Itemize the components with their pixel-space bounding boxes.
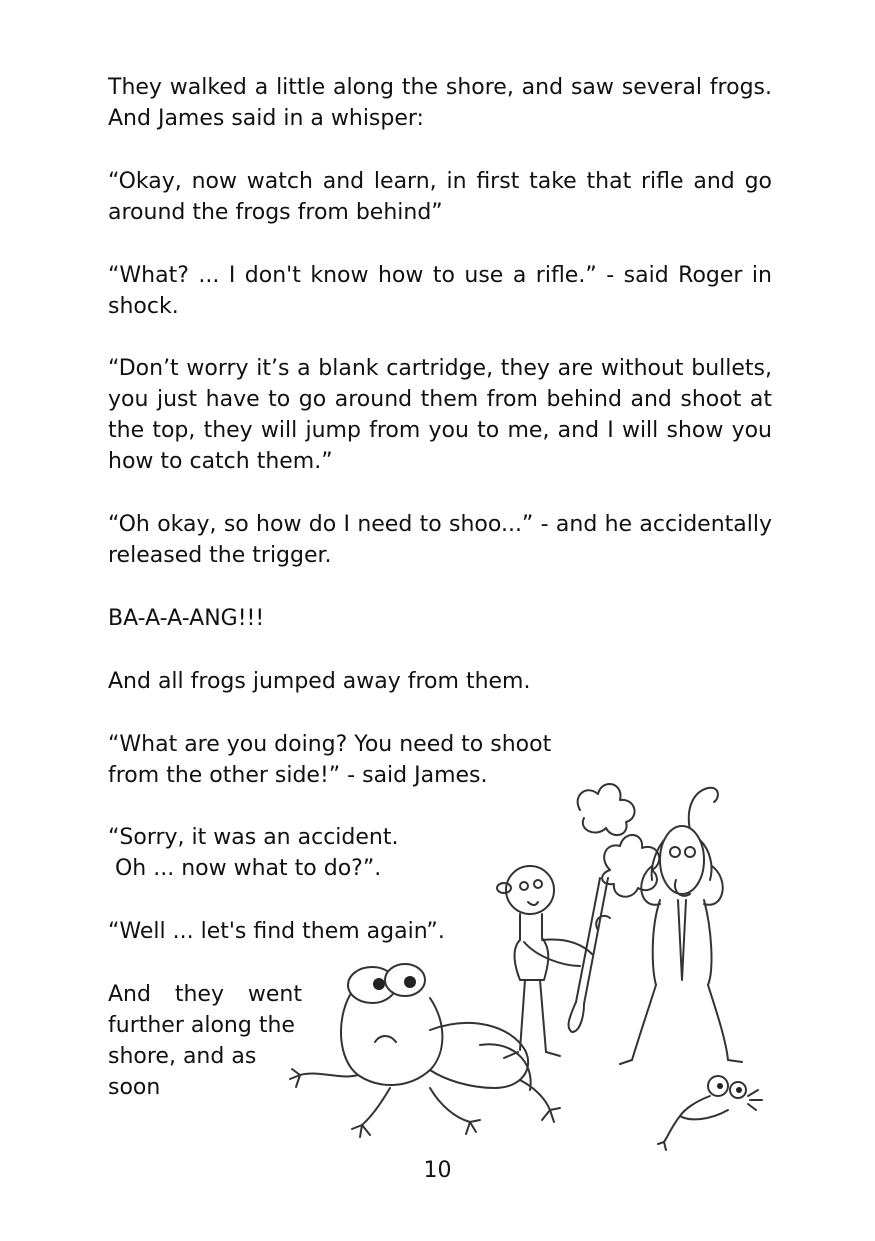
paragraph-9-line-1: “Sorry, it was an accident.: [108, 825, 399, 850]
paragraph-8-line-1: “What are you doing? You need to shoot: [108, 732, 552, 757]
paragraph-3: “What? ... I don't know how to use a rifle.” - said Roger in shock.: [108, 263, 772, 319]
smoke-cloud: [578, 784, 660, 930]
paragraph-1: They walked a little along the shore, and saw several frogs. And James said in a whisper:: [108, 75, 772, 131]
paragraph-7: And all frogs jumped away from them.: [108, 669, 531, 694]
paragraph-11-line-4: soon: [108, 1075, 161, 1100]
frogs-and-hunters-illustration: [280, 770, 780, 1155]
page-number: 10: [423, 1158, 452, 1183]
paragraph-11-line-2: further along the: [108, 1013, 295, 1038]
paragraph-8-line-2: from the other side!” - said James.: [108, 763, 488, 788]
paragraph-11-line-3: shore, and as: [108, 1044, 257, 1069]
paragraph-11-line-1: And they went: [108, 982, 302, 1007]
paragraph-5: “Oh okay, so how do I need to shoo...” - and he accidentally released the trigger.: [108, 512, 772, 568]
small-frog: [658, 1076, 762, 1150]
paragraph-6: BA-A-A-ANG!!!: [108, 606, 265, 631]
paragraph-4: “Don’t worry it’s a blank cartridge, they are without bullets, you just have to go around them from behind and shoot at the top, they will jump from you to me, and I will show you how to catch them.”: [108, 356, 772, 474]
paragraph-9-line-2: Oh ... now what to do?”.: [108, 856, 382, 881]
paragraph-10: “Well ... let's find them again”.: [108, 919, 445, 944]
james-figure: [620, 788, 742, 1064]
paragraph-2: “Okay, now watch and learn, in first take that rifle and go around the frogs from behind”: [108, 169, 772, 225]
roger-figure: [497, 866, 608, 1058]
